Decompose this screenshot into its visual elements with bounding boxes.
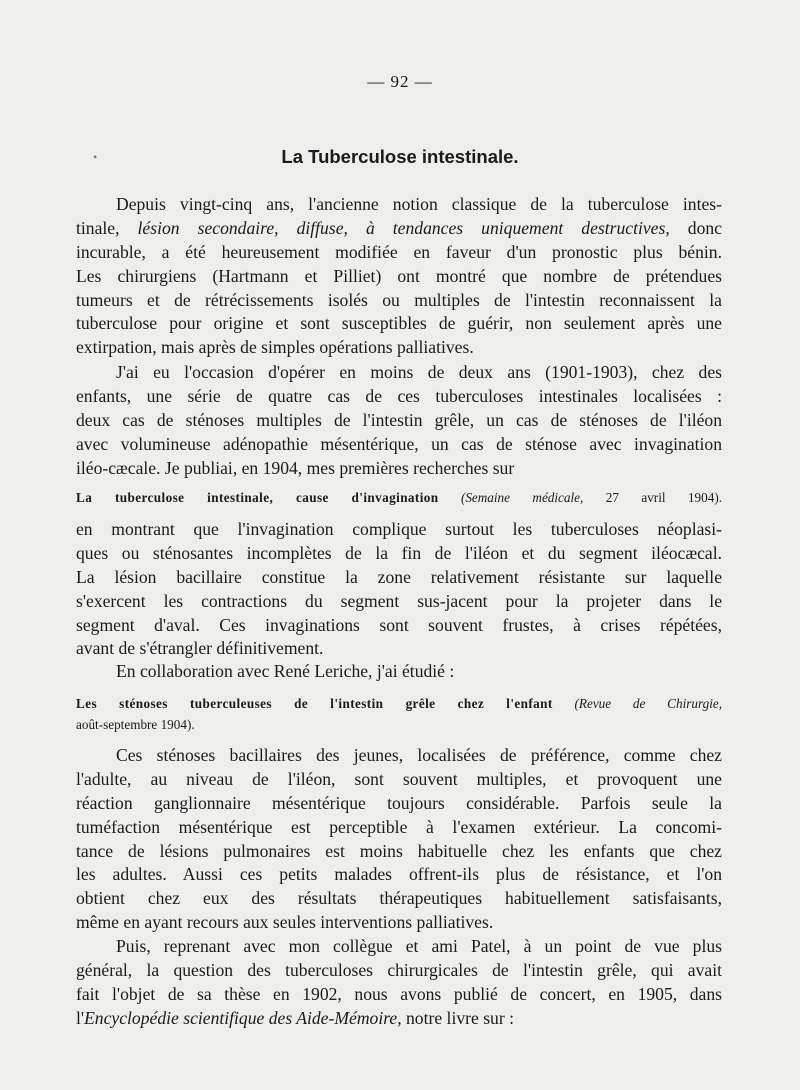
ink-dot: •	[93, 150, 98, 164]
text-line: J'ai eu l'occasion d'opérer en moins de deux ans (1901-1903), chez des	[116, 362, 722, 382]
text-line: extirpation, mais après de simples opérations palliatives.	[76, 337, 474, 358]
text-line: tuméfaction mésentérique est perceptible à l'examen extérieur. La concomi-	[76, 816, 722, 837]
reference-source: (Semaine médicale,	[460, 490, 584, 505]
text-line: les adultes. Aussi ces petits malades offrent-ils plus de résistance, et l'on	[76, 864, 722, 885]
text-line: tumeurs et de rétrécissements isolés ou multiples de l'intestin reconnaissent la	[76, 289, 722, 310]
paragraph-3	[76, 518, 722, 661]
paragraph-2	[76, 361, 722, 480]
text-segment: donc	[669, 217, 722, 238]
text-line: Depuis vingt-cinq ans, l'ancienne notion classique de la tuberculose intes-	[116, 194, 722, 214]
reference-line	[76, 487, 722, 508]
text-line: enfants, une série de quatre cas de ces tuberculoses intestinales localisées :	[76, 385, 722, 406]
text-line: La lésion bacillaire constitue la zone relativement résistante sur laquelle	[76, 566, 722, 587]
text-line: l'adulte, au niveau de l'iléon, sont souvent multiples, et provoquent une	[76, 768, 722, 789]
text-line: deux cas de sténoses multiples de l'intestin grêle, un cas de sténoses de l'iléon	[76, 409, 722, 430]
text-line	[76, 217, 722, 241]
text-line: Puis, reprenant avec mon collègue et ami Patel, à un point de vue plus	[116, 936, 722, 956]
text-line: ques ou sténosantes incomplètes de la fin de l'iléon et du segment iléocæcal.	[76, 542, 722, 563]
text-line: En collaboration avec René Leriche, j'ai étudié :	[116, 661, 455, 681]
reference-2	[76, 693, 722, 735]
text-line: tance de lésions pulmonaires est moins habituelle chez les enfants que chez	[76, 840, 722, 861]
text-line: obtient chez eux des résultats thérapeutiques habituellement satisfaisants,	[76, 888, 722, 909]
text-line: iléo-cæcale. Je publiai, en 1904, mes premières recherches sur	[76, 457, 515, 478]
reference-line	[76, 693, 722, 714]
emphasis: lésion secondaire, diffuse, à tendances uniquement destructives,	[137, 217, 670, 238]
text-line: s'exercent les contractions du segment sus-jacent pour la projeter dans le	[76, 590, 722, 611]
text-line: segment d'aval. Ces invaginations sont souvent frustes, à crises répétées,	[76, 614, 722, 635]
page-number: — 92 —	[367, 72, 433, 91]
text-line: réaction ganglionnaire mésentérique toujours considérable. Parfois seule la	[76, 792, 722, 813]
paragraph-4	[76, 660, 722, 684]
reference-source: (Revue de Chirurgie,	[574, 696, 723, 711]
reference-date: août-septembre 1904).	[76, 717, 195, 732]
text-line: en montrant que l'invagination complique surtout les tuberculoses néoplasi-	[76, 519, 722, 539]
reference-title: La tuberculose intestinale, cause d'invagination	[76, 490, 439, 505]
text-segment: notre livre sur :	[401, 1007, 514, 1028]
text-line: incurable, a été heureusement modifiée en faveur d'un pronostic plus bénin.	[76, 241, 722, 262]
text-line: même en ayant recours aux seules interventions palliatives.	[76, 912, 494, 933]
paragraph-1	[76, 193, 722, 360]
text-line: fait l'objet de sa thèse en 1902, nous avons publié de concert, en 1905, dans	[76, 983, 722, 1004]
paragraph-5	[76, 744, 722, 935]
text-segment: tinale,	[76, 217, 138, 238]
text-line: Ces sténoses bacillaires des jeunes, localisées de préférence, comme chez	[116, 745, 722, 765]
reference-date: 27 avril 1904).	[605, 490, 723, 505]
text-line: avec volumineuse adénopathie mésentérique, un cas de sténose avec invagination	[76, 433, 722, 454]
section-title: La Tuberculose intestinale.	[281, 146, 519, 167]
text-line: Les chirurgiens (Hartmann et Pilliet) ont montré que nombre de prétendues	[76, 265, 722, 286]
text-line	[76, 1007, 722, 1031]
text-line: général, la question des tuberculoses chirurgicales de l'intestin grêle, qui avait	[76, 959, 722, 980]
text-line: avant de s'étrangler définitivement.	[76, 638, 324, 659]
emphasis: Encyclopédie scientifique des Aide-Mémoire,	[84, 1007, 402, 1028]
reference-title: Les sténoses tuberculeuses de l'intestin grêle chez l'enfant	[76, 696, 553, 711]
reference-1	[76, 487, 722, 508]
paragraph-6	[76, 935, 722, 1031]
text-line: tuberculose pour origine et sont susceptibles de guérir, non seulement après une	[76, 313, 722, 334]
text-segment: l'	[76, 1007, 85, 1028]
